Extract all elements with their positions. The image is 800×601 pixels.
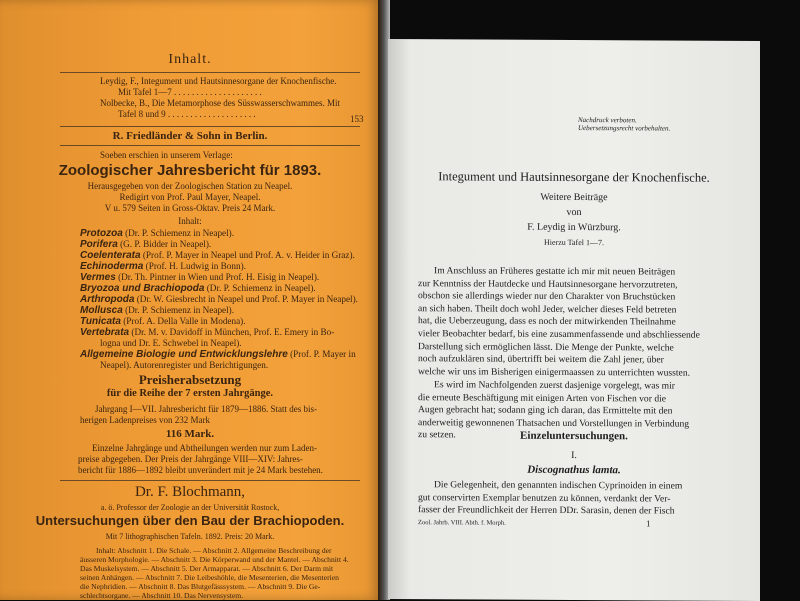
article-subtitle: Weitere Beiträge xyxy=(540,191,608,204)
paragraph-line: anderweitig gewonnenen Thatsachen und Vorstellungen in Verbindung xyxy=(418,416,690,430)
contents-entry xyxy=(80,261,246,272)
contents-entry xyxy=(100,360,268,370)
contents-entry-author: (G. P. Bidder in Neapel). xyxy=(120,239,212,249)
paragraph-line: welche wir uns im Bisherigen einigermaassen zu unterrichten wussten. xyxy=(418,365,691,379)
paragraph-line: gut conservirten Exemplar benutzen zu können, verdankt der Ver- xyxy=(418,491,671,505)
book-contents-line: äusseren Morphologie. — Abschnitt 3. Die Körperwand und der Mantel. — Abschnitt 4. xyxy=(80,555,349,564)
contents-entry xyxy=(80,283,316,294)
price-reduction-sub: für die Reihe der 7 ersten Jahrgänge. xyxy=(106,388,274,399)
einzelne-line: bericht für 1886—1892 bleibt unverändert mit je 24 Mark bestehen. xyxy=(78,465,323,475)
contents-entry-group: Arthropoda xyxy=(80,294,135,305)
paragraph-line: Es wird im Nachfolgenden zuerst dasjenige vorgelegt, was mir xyxy=(434,379,675,392)
paragraph-line: zu setzen. xyxy=(418,429,456,441)
byline-von: von xyxy=(566,206,582,219)
right-page xyxy=(388,39,760,601)
book-contents-line: Inhalt: Abschnitt 1. Die Schale. — Abschnitt 2. Allgemeine Beschreibung der xyxy=(96,546,332,555)
contents-entry xyxy=(80,316,246,327)
paragraph-line: an sich haben. Theilt doch wohl Jeder, welcher dieses Feld betreten xyxy=(418,302,677,316)
contents-entry xyxy=(80,239,211,250)
contents-entry xyxy=(80,349,356,360)
contents-entry-group: Vertebrata xyxy=(80,327,130,338)
announcement: Soeben erschien in unserem Verlage: xyxy=(100,150,233,160)
book-title: Untersuchungen über den Bau der Brachiopoden. xyxy=(35,513,345,528)
book-contents-line: die Nephridien. — Abschnitt 8. Das Blutgefässsystem. — Abschnitt 9. Die Ge- xyxy=(80,582,321,591)
paragraph-line: Die Gelegenheit, den genannten indischen Cyprinoiden in einem xyxy=(434,479,683,492)
divider xyxy=(60,126,360,127)
contents-entry xyxy=(80,305,234,316)
contents-entry xyxy=(80,228,234,239)
contents-entry-author: (Prof. H. Ludwig in Bonn). xyxy=(145,261,246,271)
contents-entry-author: (Dr. W. Giesbrecht in Neapel und Prof. P. Mayer in Neapel). xyxy=(136,294,358,304)
contents-entry-author: (Prof. P. Mayer in xyxy=(290,349,356,359)
copyright-note: Uebersetzungsrecht vorbehalten. xyxy=(578,124,671,133)
toc-heading: Inhalt. xyxy=(168,52,212,67)
editor-line: Herausgegeben von der Zoologischen Station zu Neapel. xyxy=(87,181,293,191)
einzelne-line: preise abgegeben. Der Preis der Jahrgänge VIII—XIV: Jahres- xyxy=(78,454,303,464)
contents-entry-group: Vermes xyxy=(80,272,116,283)
section-number: I. xyxy=(571,449,577,462)
contents-entry-author: logna und Dr. E. Schwebel in Neapel). xyxy=(100,338,242,348)
paragraph-line: Augen gebracht hat; sodann ging ich daran, das Ermittelte mit den xyxy=(418,404,673,417)
contents-entry xyxy=(80,294,358,305)
paragraph-line: fasser der Freundlichkeit der Herren DDr. Sarasin, denen der Fisch xyxy=(418,504,675,517)
paragraph-line: die erneute Beschäftigung mit einigen Arten von Fischen vor die xyxy=(418,391,667,405)
jahrgang-line: herigen Ladenpreises von 232 Mark xyxy=(80,415,210,425)
book-plates-price: Mit 7 lithographischen Tafeln. 1892. Preis: 20 Mark. xyxy=(105,532,275,541)
contents-entry-author: Neapel). Autorenregister und Berichtigungen. xyxy=(100,360,269,370)
format-price: V u. 579 Seiten in Gross-Oktav. Preis 24 Mark. xyxy=(104,203,276,213)
contents-entry-author: (Dr. P. Schiemenz in Neapel). xyxy=(125,228,235,238)
contents-entry-author: (Prof. P. Mayer in Neapel und Prof. A. v. Heider in Graz). xyxy=(142,250,355,260)
contents-entry-author: (Dr. P. Schiemenz in Neapel). xyxy=(206,283,316,293)
contents-entry xyxy=(80,272,319,283)
paragraph-line: Darstellung sich ermöglichen lässt. Die Menge der Punkte, welche xyxy=(418,340,674,354)
toc-line: Tafel 8 und 9 . . . . . . . . . . . . . . . . . . . . xyxy=(118,109,256,119)
article-author: F. Leydig in Würzburg. xyxy=(527,221,621,234)
einzelne-line: Einzelne Jahrgänge und Abtheilungen werden nur zum Laden- xyxy=(92,443,318,453)
contents-entry-author: (Dr. Th. Pintner in Wien und Prof. H. Eisig in Neapel). xyxy=(118,272,320,282)
contents-entry xyxy=(80,250,355,261)
divider xyxy=(60,480,360,481)
article-title: Integument und Hautsinnesorgane der Knochenfische. xyxy=(438,169,710,185)
species-heading: Discognathus lamta. xyxy=(527,463,621,477)
contents-entry xyxy=(100,338,242,348)
footer-journal: Zool. Jahrb. VIII. Abth. f. Morph. xyxy=(418,519,506,527)
contents-entry-group: Bryozoa und Brachiopoda xyxy=(80,283,205,294)
contents-entry-group: Coelenterata xyxy=(80,250,141,261)
editor-line: Redigirt von Prof. Paul Mayer, Neapel. xyxy=(119,192,261,202)
contents-entry-group: Mollusca xyxy=(80,305,123,316)
contents-entry-author: (Dr. M. v. Davidoff in München, Prof. E. Emery in Bo- xyxy=(131,327,335,337)
price-reduction-heading: Preisherabsetzung xyxy=(138,372,242,387)
reduced-price: 116 Mark. xyxy=(165,428,215,440)
contents-entry-author: (Prof. A. Della Valle in Modena). xyxy=(123,316,246,326)
left-page-cover xyxy=(0,0,380,600)
contents-entry xyxy=(80,327,334,338)
contents-entry-group: Echinoderma xyxy=(80,261,144,272)
contents-entry-group: Protozoa xyxy=(80,228,123,239)
jahrgang-line: Jahrgang I—VII. Jahresbericht für 1879—1886. Statt des bis- xyxy=(95,404,318,414)
publisher: R. Friedländer & Sohn in Berlin. xyxy=(112,130,268,142)
divider xyxy=(60,72,360,73)
contents-entry-group: Allgemeine Biologie und Entwicklungslehre xyxy=(80,349,288,360)
paragraph-line: obschon sie allerdings wieder nur den Charakter von Bruchstücken xyxy=(418,290,676,303)
page-number: 1 xyxy=(646,518,651,529)
paragraph-line: hat, die Ueberzeugung, dass es noch der mitwirkenden Theilnahme xyxy=(418,315,676,328)
toc-page: 153 xyxy=(350,114,364,124)
paragraph-line: vieler Beobachter bedarf, bis eine zusammenfassende und abschliessende xyxy=(418,328,700,341)
contents-label: Inhalt: xyxy=(178,216,202,226)
book-contents-line: seinen Anhängen. — Abschnitt 7. Die Leibeshöhle, die Mesenterien, die Mesenterien xyxy=(80,573,339,582)
paragraph-line: zur Kenntniss der Hautdecke und Hautsinnesorgane hervorzutreten, xyxy=(418,277,678,291)
toc-line: Nolbecke, B., Die Metamorphose des Süsswasserschwammes. Mit xyxy=(100,98,340,108)
book-author: Dr. F. Blochmann, xyxy=(134,484,246,500)
contents-entry-group: Tunicata xyxy=(80,316,121,327)
toc-line: Leydig, F., Integument und Hautsinnesorgane der Knochenfische. xyxy=(100,76,337,86)
book-contents-line: Das Muskelsystem. — Abschnitt 5. Der Armapparat. — Abschnitt 6. Der Darm mit xyxy=(80,564,334,573)
divider xyxy=(60,145,360,146)
jahresbericht-title: Zoologischer Jahresbericht für 1893. xyxy=(58,162,322,179)
book-author-affiliation: a. ö. Professor der Zoologie an der Universität Rostock, xyxy=(100,503,280,512)
book-contents-line: schlechtsorgane. — Abschnitt 10. Das Nervensystem. xyxy=(80,591,244,600)
copyright-note: Nachdruck verboten. xyxy=(578,116,637,125)
toc-line: Mit Tafel 1—7 . . . . . . . . . . . . . . . . . . . . xyxy=(118,87,262,97)
contents-entry-group: Porifera xyxy=(80,239,118,250)
paragraph-line: Im Anschluss an Früheres gestatte ich mir mit neuen Beiträgen xyxy=(434,265,676,278)
section-heading: Einzeluntersuchungen. xyxy=(520,429,628,443)
paragraph-line: noch aufzuklären sind, übertrifft bei weitem die Zahl jener, über xyxy=(418,353,664,366)
contents-entry-author: (Dr. P. Schiemenz in Neapel). xyxy=(125,305,235,315)
plates-note: Hierzu Tafel 1—7. xyxy=(544,237,604,248)
